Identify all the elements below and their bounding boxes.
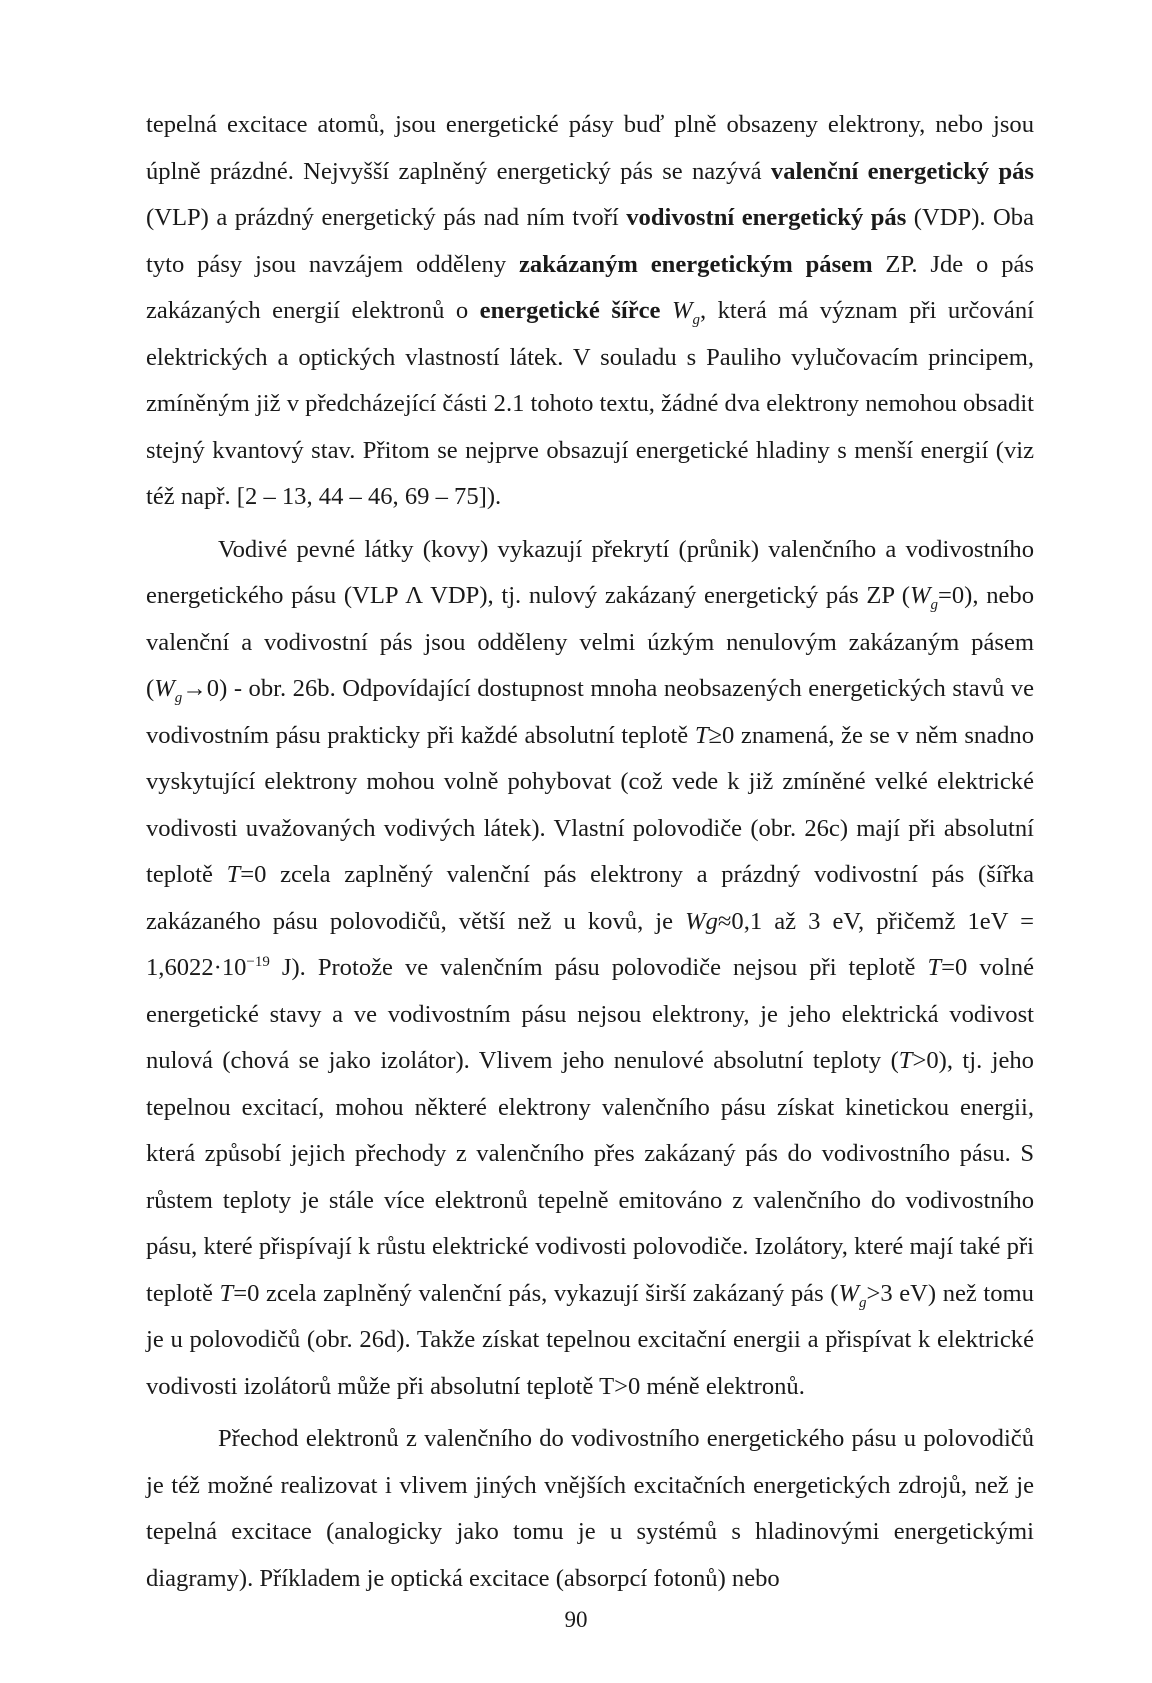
term-conduction-band: vodivostní energetický pás — [626, 204, 907, 231]
symbol-t: T — [226, 861, 241, 888]
text-run: >0), tj. jeho tepelnou excitací, mohou některé elektrony valenčního pásu získat kinetickou energii, která způsobí jejich přechody z valenčního přes zakázaný pás do vodivostního pásu. S růstem teploty je stále více elektronů tepelně emitováno z valenčního do vodivostního pásu, které přispívají k růstu elektrické vodivosti polovodiče. Izolátory, které mají také při teplotě — [146, 1047, 1034, 1307]
exponent: −19 — [246, 953, 270, 970]
symbol-wg: Wg — [685, 907, 718, 935]
page-number: 90 — [564, 1607, 588, 1632]
symbol-subscript: g — [930, 596, 939, 613]
text-run: =0 zcela zaplněný valenční pás, vykazují širší zakázaný pás ( — [233, 1279, 839, 1307]
text-run: =0 volné energetické stavy a ve vodivostním pásu nejsou elektrony, je jeho elektrická vodivost nulová (chová se jako izolátor). Vlivem jeho nenulové absolutní teploty ( — [146, 954, 1034, 1074]
symbol-subscript: g — [858, 1294, 867, 1311]
text-run: Vodivé pevné látky (kovy) vykazují překrytí (průnik) valenčního a vodivostního energetického pásu (VLP Λ VDP), tj. nulový zakázaný energetický pás ZP ( — [146, 535, 1034, 609]
text-run: tepelná excitace atomů, jsou energetické pásy buď plně obsazeny elektrony, nebo jsou úplně prázdné. Nejvyšší zaplněný energetický pás se nazývá — [146, 111, 1034, 185]
symbol-subscript: g — [692, 311, 700, 328]
symbol-w: W — [838, 1279, 859, 1307]
text-run: Přechod elektronů z valenčního do vodivostního energetického pásu u polovodičů je též možné realizovat i vlivem jiných vnějších excitačních energetických zdrojů, než je tepelná excitace (analogicky jako tomu je u systémů s hladinovými energetickými diagramy). Příkladem je optická excitace (absorpcí fotonů) nebo — [146, 1425, 1034, 1592]
symbol-w: W — [671, 297, 693, 324]
text-run: ≥0 znamená, že se v něm snadno vyskytující elektrony mohou volně pohybovat (což vede k již zmíněné velké elektrické vodivosti uvažovaných vodivých látek). Vlastní polovodiče (obr. 26c) mají při absolutní teplotě — [146, 721, 1035, 888]
term-forbidden-band: zakázaným energetickým pásem — [519, 250, 873, 278]
symbol-t: T — [694, 721, 709, 749]
text-run: >3 eV) než tomu je u polovodičů (obr. 26d). Takže získat tepelnou excitační energii a přispívat k elektrické vodivosti izolátorů může při absolutní teplotě T>0 méně elektronů. — [146, 1279, 1034, 1400]
symbol-t: T — [219, 1279, 234, 1307]
symbol-w: W — [910, 582, 931, 609]
text-run: (VDP). Oba tyto pásy jsou navzájem odděleny — [146, 204, 1035, 278]
paragraph-3 — [146, 1416, 1034, 1602]
text-run: ZP. Jde o pás zakázaných energií elektronů o — [146, 250, 1034, 324]
text-run: , která má význam při určování elektrických a optických vlastností látek. V souladu s Pauliho vylučovacím principem, zmíněným již v předcházející části 2.1 tohoto textu, žádné dva elektrony nemohou obsadit stejný kvantový stav. Přitom se nejprve obsazují energetické hladiny s menší energií (viz též např. [2 – 13, 44 – 46, 69 – 75]). — [146, 297, 1034, 510]
text-run: →0) - obr. 26b. Odpovídající dostupnost mnoha neobsazených energetických stavů ve vodivostním pásu prakticky při každé absolutní teplotě — [146, 675, 1034, 749]
term-valence-band: valenční energetický pás — [770, 157, 1034, 185]
text-run: J). Protože ve valenčním pásu polovodiče nejsou při teplotě — [269, 954, 928, 981]
symbol-subscript: g — [174, 689, 183, 706]
text-run: =0), nebo valenční a vodivostní pás jsou odděleny velmi úzkým nenulovým zakázaným pásem ( — [146, 582, 1034, 702]
text-run: ≈0,1 až 3 eV, přičemž 1eV = 1,6022·10 — [146, 907, 1034, 981]
paragraph-2 — [146, 527, 1034, 1411]
text-run: (VLP) a prázdný energetický pás nad ním tvoří — [146, 204, 627, 231]
page-body — [146, 102, 1034, 1602]
paragraph-1 — [146, 102, 1034, 521]
term-energy-width: energetické šířce — [479, 297, 661, 324]
symbol-t: T — [898, 1047, 913, 1074]
text-run: =0 zcela zaplněný valenční pás elektrony a prázdný vodivostní pás (šířka zakázaného pásu polovodičů, větší než u kovů, je — [146, 861, 1035, 935]
text-run — [660, 297, 672, 324]
symbol-w: W — [154, 675, 175, 702]
symbol-t: T — [927, 954, 942, 981]
